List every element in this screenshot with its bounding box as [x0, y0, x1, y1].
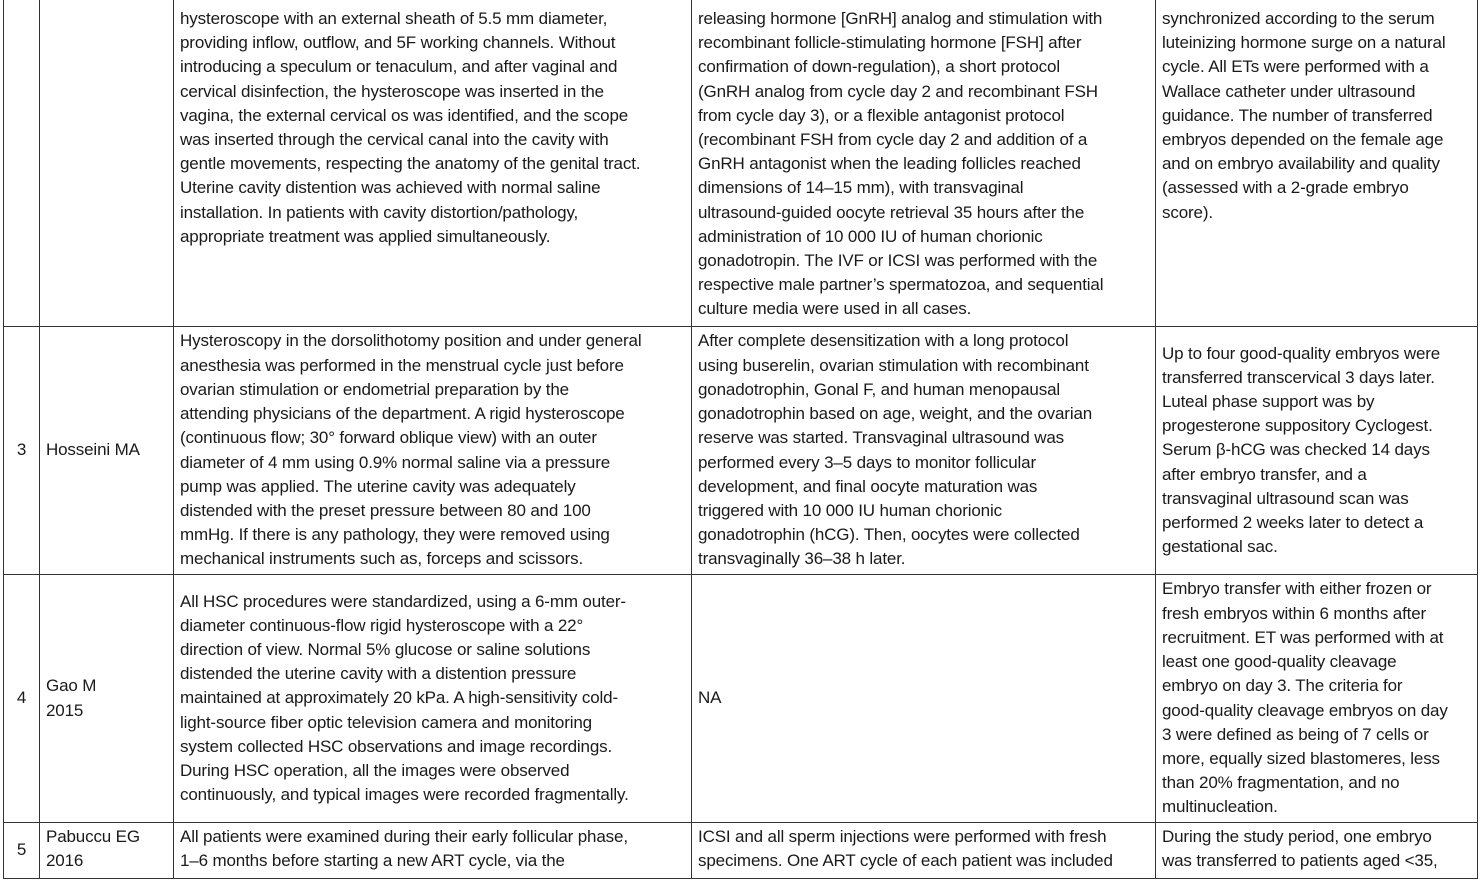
- ovarian-stimulation-cell: ICSI and all sperm injections were performed with fresh specimens. One ART cycle of each patient was included: [692, 823, 1156, 879]
- hysteroscopy-technique-cell: All HSC procedures were standardized, using a 6-mm outer- diameter continuous-flow rigid hysteroscope with a 22° direction of view. Normal 5% glucose or saline solutions distended the uterine cavity with a distention pressure maintained at approximately 20 kPa. A high-sensitivity cold- light-source fiber optic television camera and monitoring system collected HSC observations and image recordings. During HSC operation, all the images were observed continuously, and typical images were recorded fragmentally.: [174, 575, 692, 823]
- embryo-transfer-cell: Up to four good-quality embryos were transferred transcervical 3 days later. Luteal phase support was by progesterone suppository Cyclogest. Serum β-hCG was checked 14 days after embryo transfer, and a transvaginal ultrasound scan was performed 2 weeks later to detect a gestational sac.: [1156, 327, 1478, 575]
- author-cell: Gao M 2015: [40, 575, 174, 823]
- ovarian-stimulation-cell: After complete desensitization with a long protocol using buserelin, ovarian stimulation with recombinant gonadotrophin, Gonal F, and human menopausal gonadotrophin based on age, weight, and the ovarian reserve was started. Transvaginal ultrasound was performed every 3–5 days to monitor follicular development, and final oocyte maturation was triggered with 10 000 IU human chorionic gonadotrophin (hCG). Then, oocytes were collected transvaginally 36–38 h later.: [692, 327, 1156, 575]
- ovarian-stimulation-cell: NA: [692, 575, 1156, 823]
- study-number-cell: 5: [4, 823, 40, 879]
- hysteroscopy-technique-cell: Hysteroscopy in the dorsolithotomy position and under general anesthesia was performed in the menstrual cycle just before ovarian stimulation or endometrial preparation by the attending physicians of the department. A rigid hysteroscope (continuous flow; 30° forward oblique view) with an outer diameter of 4 mm using 0.9% normal saline via a pressure pump was applied. The uterine cavity was adequately distended with the preset pressure between 80 and 100 mmHg. If there is any pathology, they were removed using mechanical instruments such as, forceps and scissors.: [174, 327, 692, 575]
- hysteroscopy-technique-cell: hysteroscope with an external sheath of 5.5 mm diameter, providing inflow, outflow, and 5F working channels. Without introducing a speculum or tenaculum, and after vaginal and cervical disinfection, the hysteroscope was inserted in the vagina, the external cervical os was identified, and the scope was inserted through the cervical canal into the cavity with gentle movements, respecting the anatomy of the genital tract. Uterine cavity distention was achieved with normal saline installation. In patients with cavity distortion/pathology, appropriate treatment was applied simultaneously.: [174, 0, 692, 327]
- embryo-transfer-cell: synchronized according to the serum luteinizing hormone surge on a natural cycle. All ETs were performed with a Wallace catheter under ultrasound guidance. The number of transferred embryos depended on the female age and on embryo availability and quality (assessed with a 2-grade embryo score).: [1156, 0, 1478, 327]
- study-number-cell: [4, 0, 40, 327]
- author-cell: Pabuccu EG 2016: [40, 823, 174, 879]
- hysteroscopy-technique-cell: All patients were examined during their early follicular phase, 1–6 months before starting a new ART cycle, via the: [174, 823, 692, 879]
- author-cell: Hosseini MA: [40, 327, 174, 575]
- study-number-cell: 4: [4, 575, 40, 823]
- ovarian-stimulation-cell: releasing hormone [GnRH] analog and stimulation with recombinant follicle-stimulating hormone [FSH] after confirmation of down-regulation), a short protocol (GnRH analog from cycle day 2 and recombinant FSH from cycle day 3), or a flexible antagonist protocol (recombinant FSH from cycle day 2 and addition of a GnRH antagonist when the leading follicles reached dimensions of 14–15 mm), with transvaginal ultrasound-guided oocyte retrieval 35 hours after the administration of 10 000 IU of human chorionic gonadotropin. The IVF or ICSI was performed with the respective male partner’s spermatozoa, and sequential culture media were used in all cases.: [692, 0, 1156, 327]
- study-number-cell: 3: [4, 327, 40, 575]
- author-cell: [40, 0, 174, 327]
- embryo-transfer-cell: During the study period, one embryo was transferred to patients aged <35,: [1156, 823, 1478, 879]
- study-methods-table: [3, 0, 1478, 879]
- table-row: [4, 0, 1478, 327]
- table-row: [4, 327, 1478, 575]
- table-row: [4, 575, 1478, 823]
- table-row: [4, 823, 1478, 879]
- embryo-transfer-cell: Embryo transfer with either frozen or fresh embryos within 6 months after recruitment. ET was performed with at least one good-quality cleavage embryo on day 3. The criteria for good-quality cleavage embryos on day 3 were defined as being of 7 cells or more, equally sized blastomeres, less than 20% fragmentation, and no multinucleation.: [1156, 575, 1478, 823]
